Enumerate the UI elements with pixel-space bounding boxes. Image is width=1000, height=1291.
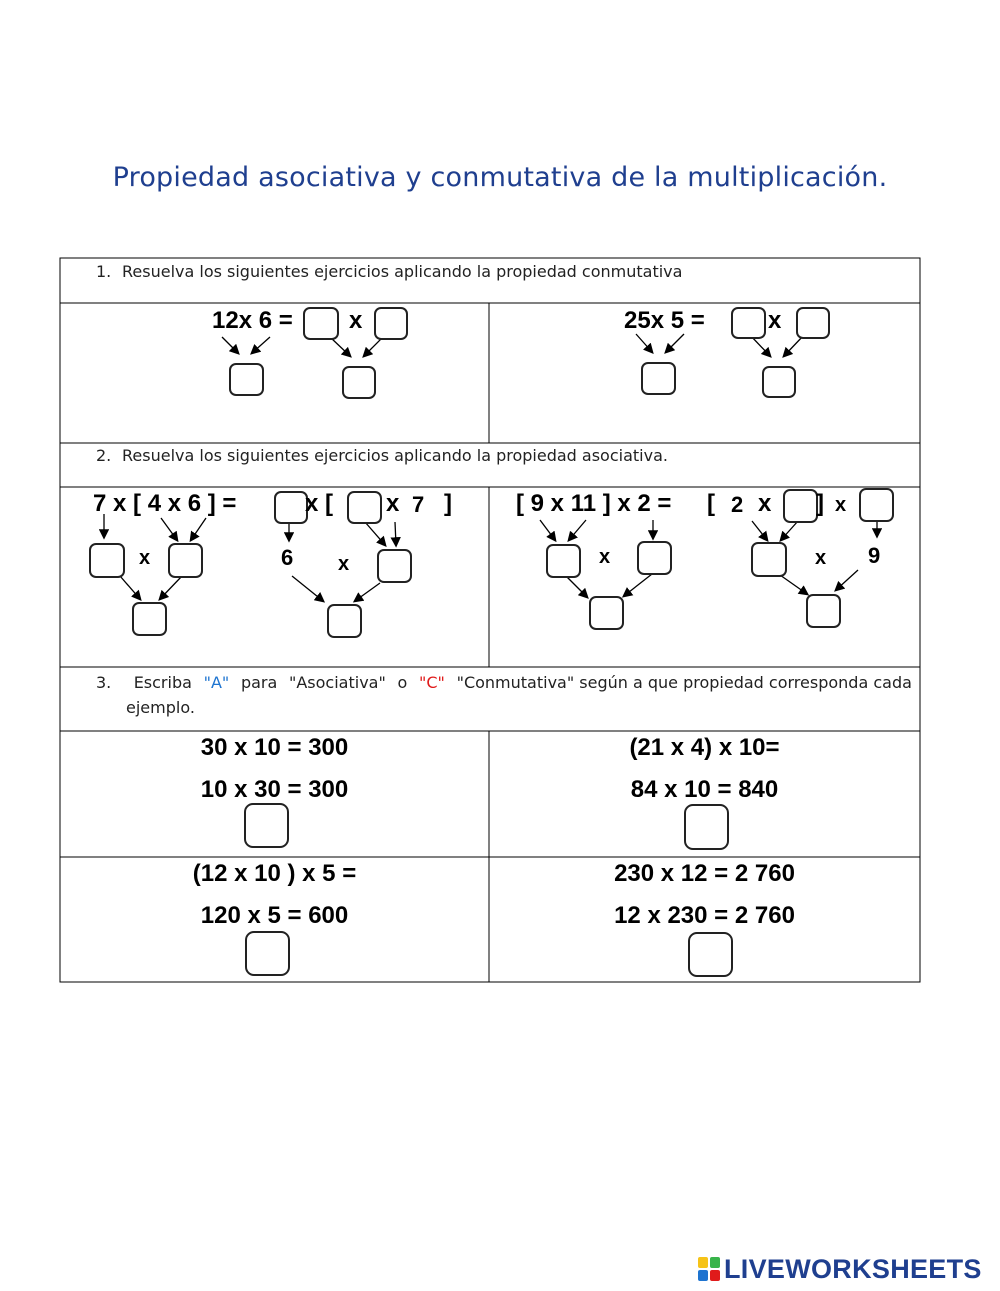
section2-right-equation: [ 9 x 11 ] x 2 = xyxy=(516,490,672,517)
section3-escriba: Escriba xyxy=(133,673,192,692)
logo-grid-icon xyxy=(698,1257,720,1281)
s1-left-answer-box-2[interactable] xyxy=(342,366,376,399)
s2-right-b-box[interactable] xyxy=(751,542,787,577)
section2-left-equation: 7 x [ 4 x 6 ] = xyxy=(93,490,237,517)
s2-left-a-box-2[interactable] xyxy=(168,543,203,578)
s2-right-a-box-1[interactable] xyxy=(546,544,581,578)
s2-left-group-box-2[interactable] xyxy=(347,491,382,524)
s2-left-six: 6 xyxy=(281,545,294,570)
section1-instruction xyxy=(96,262,682,281)
logo-text: LIVEWORKSHEETS xyxy=(724,1253,982,1284)
s2-left-a-result-box[interactable] xyxy=(132,602,167,636)
s2-left-open: x [ xyxy=(305,490,334,517)
page-title: Propiedad asociativa y conmutativa de la multiplicación. xyxy=(112,162,888,193)
s2-right-a-result-box[interactable] xyxy=(589,596,624,630)
s2-left-b-box[interactable] xyxy=(377,549,412,583)
s2-left-inner-times: x xyxy=(386,490,400,517)
s2-right-nine: 9 xyxy=(868,543,881,568)
s2-right-close: ] xyxy=(816,490,824,517)
section3-letter-c: "C" xyxy=(419,673,445,692)
example-1-answer-box[interactable] xyxy=(244,803,289,848)
s2-right-inner-times: x xyxy=(758,490,772,517)
example-3-line1: (12 x 10 ) x 5 = xyxy=(192,860,357,887)
section3-para: para xyxy=(240,673,278,692)
example-2-answer-box[interactable] xyxy=(684,804,729,850)
example-3-line2: 120 x 5 = 600 xyxy=(200,902,349,929)
s1-left-times: x xyxy=(349,307,363,334)
s2-left-times-a: x xyxy=(139,547,151,569)
example-3-answer-box[interactable] xyxy=(245,931,290,976)
section1-right-equation: 25x 5 = xyxy=(624,307,705,334)
s2-left-seven: 7 xyxy=(412,492,425,517)
s2-right-times-a: x xyxy=(599,546,611,568)
s2-right-b-result-box[interactable] xyxy=(806,594,841,628)
s2-left-times-b: x xyxy=(338,553,350,575)
section3-line2: ejemplo. xyxy=(126,698,195,717)
s1-left-factor-box-2[interactable] xyxy=(374,307,408,340)
s2-right-times-b: x xyxy=(815,547,827,569)
s2-right-a-box-2[interactable] xyxy=(637,541,672,575)
s2-right-group-box-2[interactable] xyxy=(859,488,894,522)
section2-instruction xyxy=(96,446,668,465)
s2-left-b-result-box[interactable] xyxy=(327,604,362,638)
s1-right-times: x xyxy=(768,307,782,334)
example-1-line2: 10 x 30 = 300 xyxy=(200,776,349,803)
section1-number: 1. xyxy=(96,262,112,281)
section3-number: 3. xyxy=(96,673,112,692)
example-1-line1: 30 x 10 = 300 xyxy=(200,734,349,761)
example-4-line1: 230 x 12 = 2 760 xyxy=(614,860,795,887)
s1-right-answer-box-2[interactable] xyxy=(762,366,796,398)
s1-right-factor-box-1[interactable] xyxy=(731,307,766,339)
s2-right-outer-times: x xyxy=(835,494,847,516)
s1-right-factor-box-2[interactable] xyxy=(796,307,830,339)
section3-letter-a: "A" xyxy=(203,673,230,692)
section3-suffix: "Conmutativa" según a que propiedad corresponda cada xyxy=(456,673,912,692)
s2-right-open: [ xyxy=(707,490,715,517)
section2-number: 2. xyxy=(96,446,112,465)
s2-right-group-box-1[interactable] xyxy=(783,489,818,523)
section2-instruction-text: Resuelva los siguientes ejercicios aplicando la propiedad asociativa. xyxy=(122,446,668,465)
example-2-line2: 84 x 10 = 840 xyxy=(630,776,779,803)
s2-left-close: ] xyxy=(444,490,452,517)
s1-left-factor-box-1[interactable] xyxy=(303,307,339,340)
section3-asociativa: "Asociativa" xyxy=(289,673,386,692)
section3-o: o xyxy=(397,673,408,692)
s2-right-two: 2 xyxy=(731,492,744,517)
s1-right-answer-box-1[interactable] xyxy=(641,362,676,395)
example-2-line1: (21 x 4) x 10= xyxy=(629,734,780,761)
example-4-line2: 12 x 230 = 2 760 xyxy=(614,902,795,929)
s1-left-answer-box-1[interactable] xyxy=(229,363,264,396)
s2-left-group-box-1[interactable] xyxy=(274,491,308,524)
s2-left-a-box-1[interactable] xyxy=(89,543,125,578)
section3-instruction xyxy=(96,670,912,720)
section1-left-equation: 12x 6 = xyxy=(212,307,293,334)
liveworksheets-logo xyxy=(698,1254,982,1284)
section1-instruction-text: Resuelva los siguientes ejercicios aplicando la propiedad conmutativa xyxy=(122,262,683,281)
example-4-answer-box[interactable] xyxy=(688,932,733,977)
